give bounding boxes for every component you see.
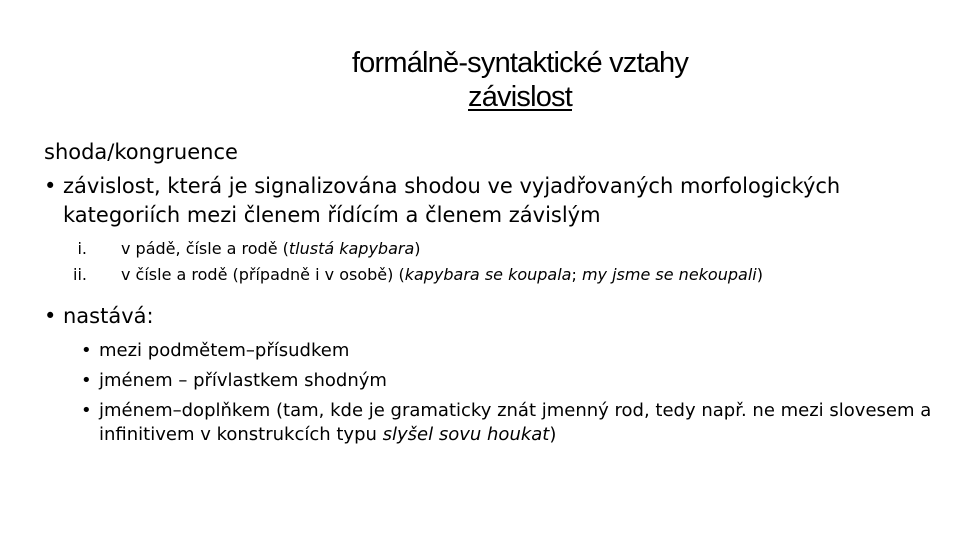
bullet-icon: • [81, 340, 92, 361]
bullet-icon: • [81, 370, 92, 391]
bullet-text: nastává: [63, 304, 154, 328]
bullet-icon: • [44, 174, 57, 198]
sub-bullet-text-close: ) [549, 424, 557, 445]
sub-bullet-list [44, 339, 934, 447]
sub-bullet-text: mezi podmětem–přísudkem [99, 340, 350, 361]
item-text: v čísle a rodě (případně i v osobě) ( [121, 265, 405, 284]
sub-bullet-item [44, 399, 934, 447]
bullet-item [44, 302, 934, 331]
sub-bullet-item [44, 339, 934, 363]
title-line-1: formálně-syntaktické vztahy [351, 47, 689, 79]
example-text: tlustá kapybara [288, 239, 415, 258]
numbered-list [44, 236, 934, 288]
sub-bullet-text: jménem–doplňkem (tam, kde je gramaticky znát jmenný rod, tedy např. ne mezi slovesem a infinitivem v konstrukcích typu [99, 400, 932, 445]
bullet-item [44, 172, 934, 230]
sub-bullet-item [44, 369, 934, 393]
example-text: kapybara se koupala [404, 265, 572, 284]
bullet-icon: • [81, 400, 92, 421]
example-text: slyšel sovu houkat [382, 424, 550, 445]
slide-title [280, 46, 760, 114]
numbered-item [44, 262, 934, 288]
section-heading: shoda/kongruence [44, 140, 238, 164]
slide-body [44, 136, 934, 453]
example-text: my jsme se nekoupali [581, 265, 757, 284]
item-separator: ; [571, 265, 582, 284]
item-number: ii. [73, 265, 87, 284]
numbered-item [44, 236, 934, 262]
sub-bullet-text: jménem – přívlastkem shodným [99, 370, 387, 391]
item-number: i. [77, 239, 87, 258]
bullet-text: závislost, která je signalizována shodou ve vyjadřovaných morfologických kategoriích mezi členem řídícím a členem závislým [63, 174, 841, 227]
bullet-icon: • [44, 304, 57, 328]
title-line-2: závislost [468, 81, 572, 113]
item-text: v pádě, čísle a rodě ( [121, 239, 289, 258]
item-text-close: ) [756, 265, 763, 284]
item-text-close: ) [414, 239, 421, 258]
